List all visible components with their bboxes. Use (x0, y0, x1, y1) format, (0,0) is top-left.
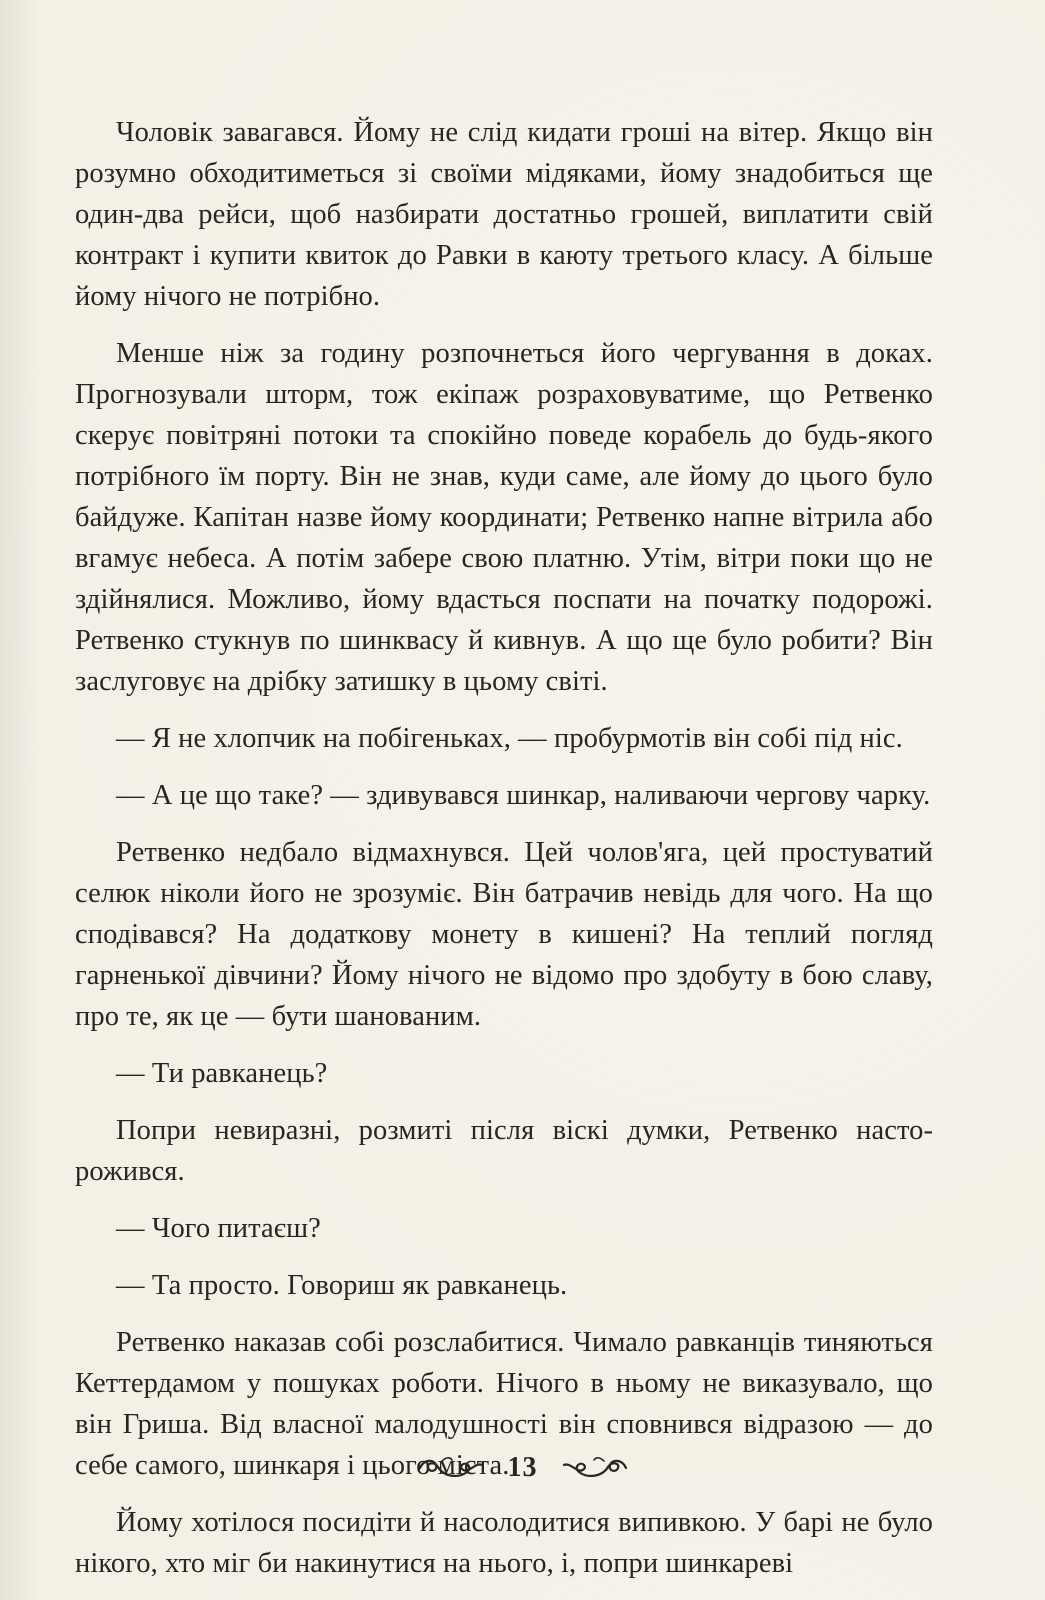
page-footer (0, 1447, 1045, 1489)
scroll-flourish-right-icon (560, 1451, 630, 1485)
paragraph-9: — Та просто. Говориш як равканець. (116, 1270, 568, 1301)
paragraph-8: — Чого питаєш? (116, 1213, 321, 1244)
paragraph-6: — Ти равканець? (116, 1058, 328, 1089)
paragraph-1: Чоловік завагався. Йому не слід кидати гроші на вітер. Якщо він розумно обходитиметься зі своїми мідяками, йому знадобиться ще один-два рейси, щоб назбирати достатньо грошей, виплатити свій контракт і купити квиток до Равки в каюту третього класу. А більше йому нічого не потрібно. (75, 117, 933, 312)
paragraph-3: — Я не хлопчик на побігеньках, — пробурмотів він собі під ніс. (116, 723, 903, 754)
page-body (75, 112, 933, 1600)
paragraph-5: Ретвенко недбало відмахнувся. Цей чолов'яга, цей простуватий селюк ніколи його не зрозуміє. Він батрачив невідь для чого. На що сподівався? На додаткову монету в кишені? На теплий погляд гарненької дівчини? Йому нічого не відомо про здобуту в бою славу, про те, як це — бути шанованим. (75, 837, 933, 1032)
paragraph-11: Йому хотілося посидіти й насолодитися випивкою. У барі не було нікого, хто міг би накинутися на нього, і, попри шинкареві (75, 1507, 933, 1579)
page-number: 13 (507, 1452, 538, 1483)
paragraph-10: Ретвенко наказав собі розслабитися. Чимало равканців тиняються Кеттердамом у пошуках роботи. Нічого в ньому не виказувало, що він Гриша. Від власної малодушності він сповнився відразою — до себе самого, шинкаря і цього міста. (75, 1327, 933, 1481)
paragraph-2: Менше ніж за годину розпочнеться його чергування в доках. Прогнозували шторм, тож екіпаж розраховуватиме, що Ретвенко скерує повітряні потоки та спокійно поведе корабель до будь-якого потрібного їм порту. Він не знав, куди саме, але йому до цього було байдуже. Капітан назве йому координати; Ретвенко напне вітрила або вгамує небеса. А потім забере свою платню. Утім, вітри поки що не здійнялися. Можливо, йому вдасться поспати на початку подорожі. Ретвенко стукнув по шинквасу й кивнув. А що ще було робити? Він заслуговує на дрібку затишку в цьому світі. (75, 338, 933, 697)
paragraph-4: — А це що таке? — здивувався шинкар, наливаючи чергову чарку. (116, 780, 931, 811)
scroll-flourish-left-icon (416, 1451, 486, 1485)
paragraph-7: Попри невиразні, розмиті після віскі думки, Ретвенко насторожився. (75, 1115, 933, 1187)
